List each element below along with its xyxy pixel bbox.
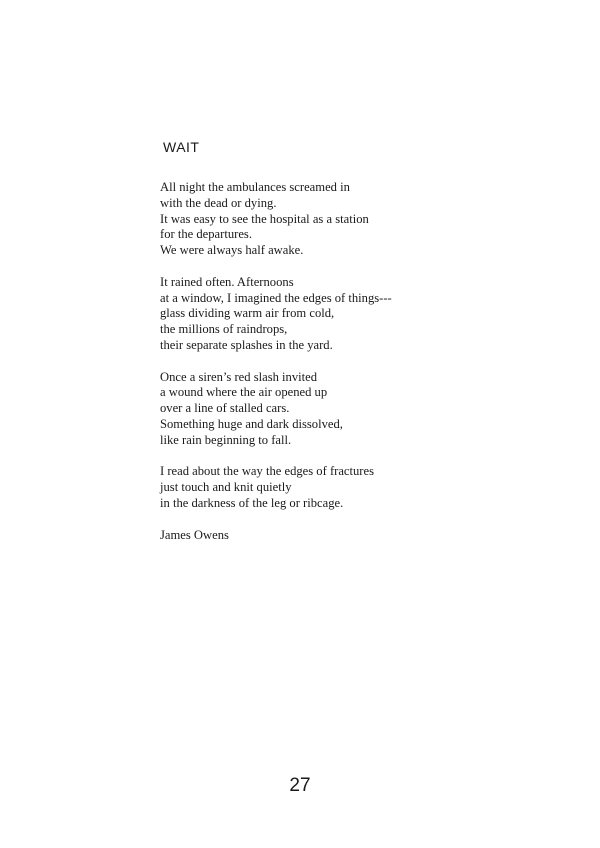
stanza-4 bbox=[160, 464, 480, 511]
stanza-1 bbox=[160, 180, 480, 259]
poem-line: Something huge and dark dissolved, bbox=[160, 416, 343, 431]
poem-line: It rained often. Afternoons bbox=[160, 274, 294, 289]
poem-author: James Owens bbox=[160, 527, 229, 542]
stanza-2 bbox=[160, 275, 480, 354]
poem-line: I read about the way the edges of fractures bbox=[160, 464, 374, 479]
page-number: 27 bbox=[289, 775, 311, 796]
poem-line: We were always half awake. bbox=[160, 243, 304, 258]
poem-line: All night the ambulances screamed in bbox=[160, 180, 350, 194]
poem-line: at a window, I imagined the edges of things--- bbox=[160, 290, 392, 305]
poem-line: Once a siren’s red slash invited bbox=[160, 369, 318, 384]
poem-line: glass dividing warm air from cold, bbox=[160, 306, 335, 321]
poem-line: for the departures. bbox=[160, 227, 252, 242]
poem-line: a wound where the air opened up bbox=[160, 385, 328, 400]
poem-body bbox=[160, 180, 480, 543]
poem-title: WAIT bbox=[163, 139, 200, 155]
poem-line: over a line of stalled cars. bbox=[160, 401, 290, 416]
poem-line: in the darkness of the leg or ribcage. bbox=[160, 495, 344, 510]
poem-line: with the dead or dying. bbox=[160, 195, 277, 210]
poem-line: just touch and knit quietly bbox=[160, 480, 292, 495]
poem-line: like rain beginning to fall. bbox=[160, 432, 292, 447]
poem-line: the millions of raindrops, bbox=[160, 322, 288, 337]
poem-line: their separate splashes in the yard. bbox=[160, 337, 333, 352]
poem-line: It was easy to see the hospital as a station bbox=[160, 211, 369, 226]
stanza-3 bbox=[160, 370, 480, 449]
